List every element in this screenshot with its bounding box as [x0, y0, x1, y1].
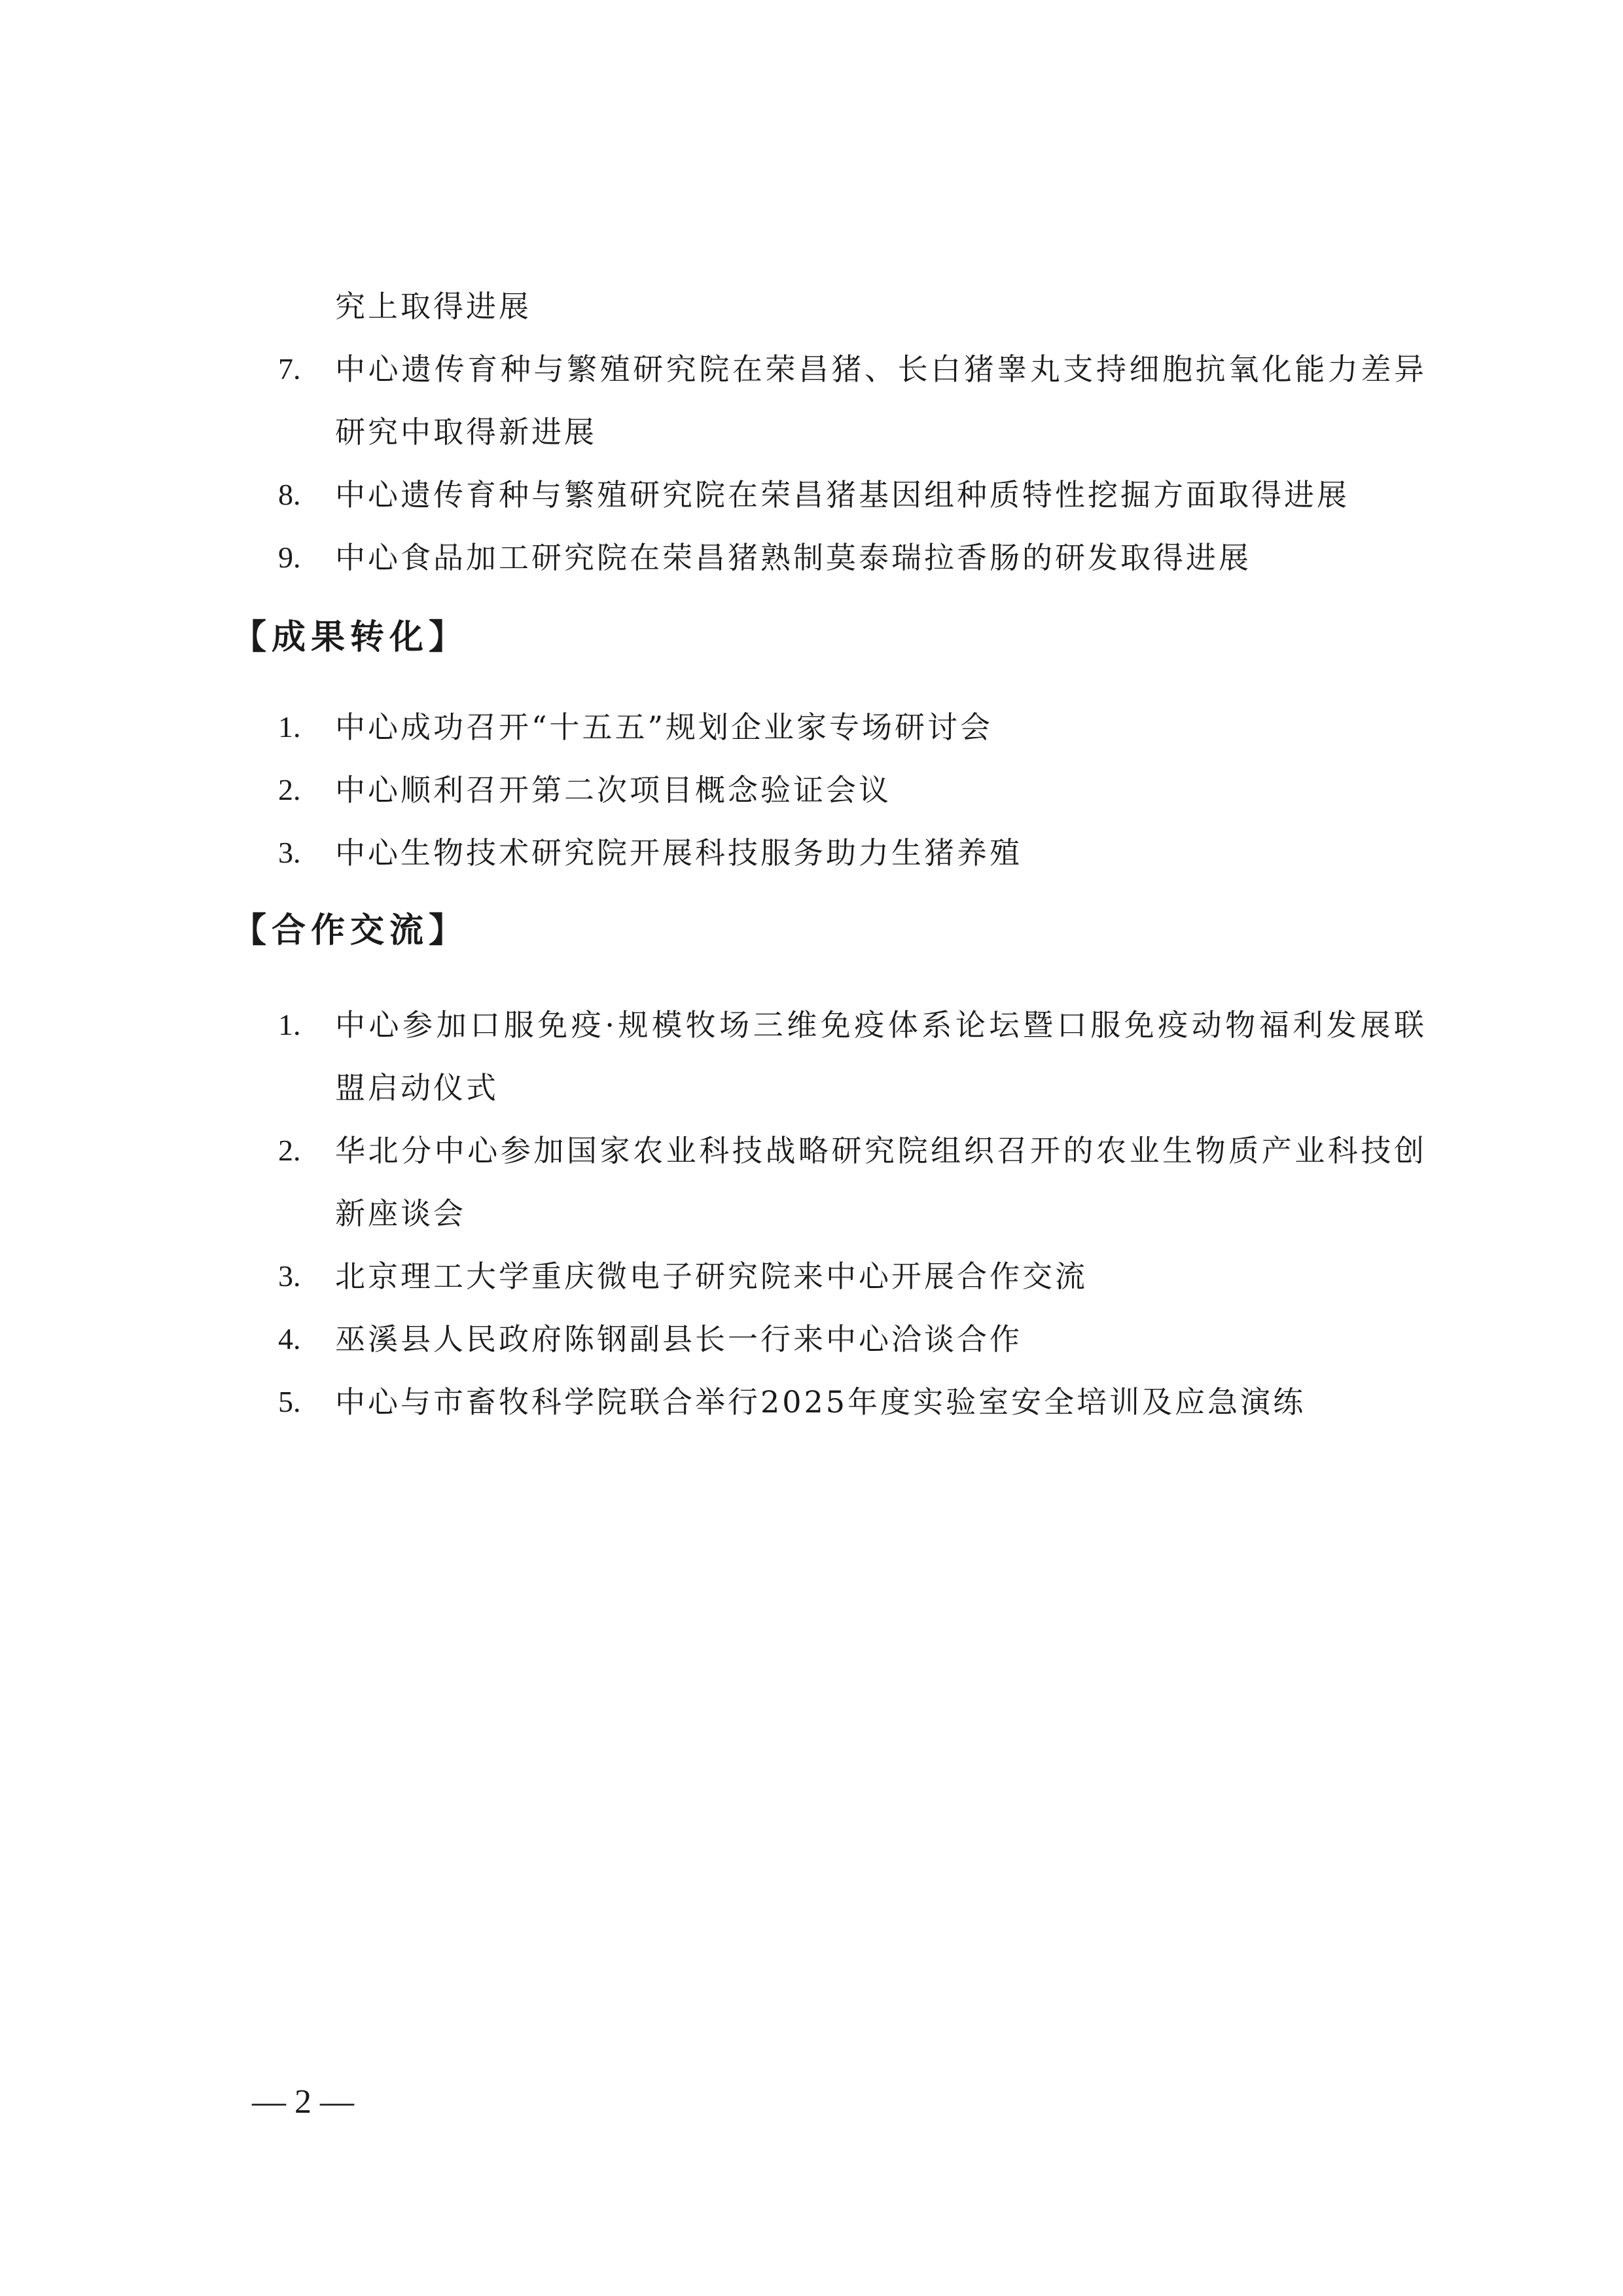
item-text: 中心顺利召开第二次项目概念验证会议	[335, 772, 891, 808]
page-number: — 2 —	[252, 2083, 354, 2121]
list-item	[0, 1371, 1623, 1433]
section-title: 合作交流	[272, 911, 429, 950]
list-item	[0, 1308, 1623, 1371]
item-text: 中心食品加工研究院在荣昌猪熟制莫泰瑞拉香肠的研发取得进展	[335, 540, 1251, 575]
cooperation-list	[0, 994, 1623, 1433]
item-number: 7.	[278, 352, 301, 386]
list-item	[0, 821, 1623, 884]
item-number: 3.	[278, 836, 301, 869]
list-item	[0, 463, 1623, 526]
item-number: 1.	[278, 710, 301, 744]
research-list	[0, 338, 1623, 589]
item-text: 中心遗传育种与繁殖研究院在荣昌猪基因组种质特性挖掘方面取得进展	[335, 477, 1349, 512]
section-heading-cooperation	[232, 905, 468, 957]
list-item	[0, 696, 1623, 759]
item-text: 中心生物技术研究院开展科技服务助力生猪养殖	[335, 835, 1022, 870]
item-number: 9.	[278, 541, 301, 574]
list-item	[0, 338, 1623, 463]
item-text: 华北分中心参加国家农业科技战略研究院组织召开的农业生物质产业科技创新座谈会	[335, 1133, 1427, 1231]
item-number: 4.	[278, 1322, 301, 1355]
item-number: 8.	[278, 478, 301, 511]
item-text: 中心与市畜牧科学院联合举行2025年度实验室安全培训及应急演练	[335, 1384, 1306, 1420]
item-number: 1.	[278, 1008, 301, 1041]
item-number: 2.	[278, 773, 301, 806]
item-number: 3.	[278, 1259, 301, 1293]
item-text: 北京理工大学重庆微电子研究院来中心开展合作交流	[335, 1259, 1088, 1294]
list-item	[0, 759, 1623, 821]
item-text: 中心成功召开“十五五”规划企业家专场研讨会	[335, 709, 993, 745]
bracket-open: 【	[232, 911, 272, 950]
bracket-open: 【	[232, 618, 272, 657]
list-item	[0, 526, 1623, 589]
list-item	[0, 1245, 1623, 1308]
list-item	[0, 1119, 1623, 1245]
section-title: 成果转化	[272, 618, 429, 657]
item-text: 巫溪县人民政府陈钢副县长一行来中心洽谈合作	[335, 1321, 1022, 1357]
item-number: 2.	[278, 1134, 301, 1167]
continued-item-text: 究上取得进展	[335, 289, 531, 324]
item-text: 中心遗传育种与繁殖研究院在荣昌猪、长白猪睾丸支持细胞抗氧化能力差异研究中取得新进展	[335, 351, 1427, 450]
item-number: 5.	[278, 1385, 301, 1418]
section-heading-transfer	[232, 611, 468, 664]
transfer-list	[0, 696, 1623, 884]
bracket-close: 】	[429, 618, 469, 657]
bracket-close: 】	[429, 911, 469, 950]
item-text: 中心参加口服免疫·规模牧场三维免疫体系论坛暨口服免疫动物福利发展联盟启动仪式	[335, 1007, 1427, 1105]
list-item	[0, 994, 1623, 1119]
